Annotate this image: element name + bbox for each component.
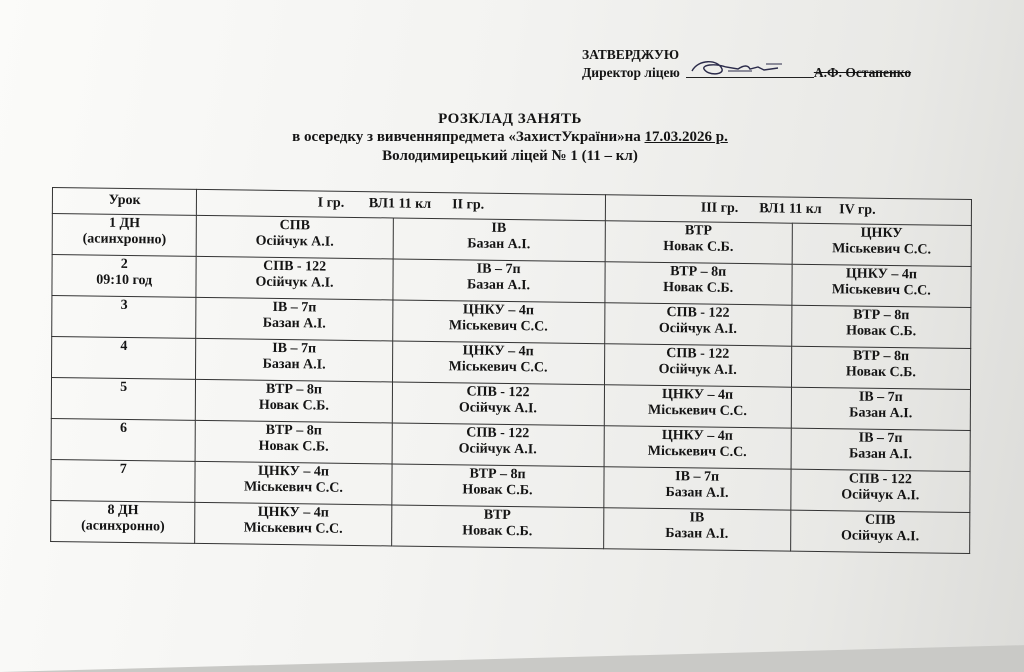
subject-label: СПВ - 122 (263, 258, 327, 275)
teacher-name: Осійчук А.І. (458, 441, 537, 458)
subject-label: ЦНКУ – 4п (845, 266, 917, 283)
header-groups-3-4: ІІІ гр. ВЛ1 11 кл IV гр. (605, 195, 972, 226)
group-1-cell (196, 256, 392, 300)
approval-label: ЗАТВЕРДЖУЮ (582, 47, 680, 62)
lesson-note: 09:10 год (96, 272, 153, 289)
group-2-cell (391, 505, 603, 549)
teacher-name: Базан А.І. (665, 485, 729, 501)
approval-position: Директор ліцею (582, 65, 680, 80)
teacher-name: Базан А.І. (262, 356, 326, 373)
teacher-name: Осійчук А.І. (255, 233, 334, 250)
schedule-table (50, 187, 972, 554)
group-3-cell (604, 344, 791, 387)
teacher-name: Базан А.І. (849, 405, 913, 422)
subject-label: ВТР – 8п (469, 466, 526, 483)
teacher-name: Осійчук А.І. (658, 361, 737, 378)
teacher-name: Осійчук А.І. (458, 400, 537, 417)
teacher-name: Осійчук А.І. (841, 487, 920, 504)
subject-label: СПВ (864, 512, 896, 529)
group-4-cell (791, 428, 971, 471)
page-title: РОЗКЛАД ЗАНЯТЬ (438, 111, 582, 127)
header-groups-1-2: І гр. ВЛ1 11 кл ІІ гр. (197, 189, 605, 220)
lesson-number: 4 (120, 338, 128, 354)
lesson-number: 1 ДН (108, 215, 141, 232)
subject-label: ЦНКУ – 4п (662, 386, 734, 403)
subject-label: ІВ – 7п (858, 430, 903, 447)
teacher-name: Новак С.Б. (462, 482, 533, 499)
group-3-cell (605, 221, 792, 264)
subject-label: ВТР – 8п (852, 348, 910, 365)
subject-label: ВТР (483, 507, 511, 524)
lesson-cell (51, 459, 196, 502)
lesson-cell (52, 214, 197, 257)
subject-label: СПВ - 122 (666, 305, 730, 321)
subject-label: ІВ – 7п (858, 389, 903, 406)
teacher-name: Міськевич С.С. (448, 318, 548, 335)
group-1-cell (195, 461, 391, 505)
group-2-cell (392, 341, 604, 385)
group-4-cell (791, 346, 971, 389)
teacher-name: Новак С.Б. (258, 438, 329, 455)
teacher-name: Базан А.І. (262, 315, 326, 332)
group-2-cell (392, 382, 604, 426)
teacher-name: Осійчук А.І. (658, 320, 737, 337)
subject-label: ЦНКУ – 4п (462, 302, 534, 319)
group-2-cell (392, 259, 604, 303)
group-4-cell (792, 223, 972, 266)
group-4-cell (790, 510, 970, 553)
teacher-name: Новак С.Б. (663, 280, 734, 296)
subject-label: СПВ (279, 217, 311, 234)
teacher-name: Міськевич С.С. (647, 443, 747, 461)
subject-label: ВТР – 8п (265, 381, 323, 398)
lesson-number: 8 ДН (107, 502, 139, 519)
subject-label: ВТР – 8п (670, 264, 727, 280)
subject-label: ЦНКУ – 4п (661, 427, 733, 444)
subject-label: ЦНКУ – 4п (257, 504, 329, 521)
approval-name: А.Ф. Остапенко (813, 65, 912, 80)
teacher-name: Базан А.І. (665, 526, 729, 542)
group-3-cell (603, 467, 790, 510)
lesson-number: 2 (120, 256, 128, 272)
group-3-cell (603, 508, 790, 551)
lesson-note: (асинхронно) (81, 518, 165, 535)
teacher-name: Міськевич С.С. (831, 282, 931, 299)
group-4-cell (791, 469, 971, 512)
teacher-name: Новак С.Б. (663, 239, 734, 255)
lesson-cell (52, 296, 197, 339)
teacher-name: Новак С.Б. (462, 523, 533, 540)
subject-label: ІВ – 7п (272, 299, 317, 316)
group-1-cell (197, 215, 393, 259)
subject-label: ВТР – 8п (853, 307, 910, 324)
schedule-date: 17.03.2026 р. (644, 129, 728, 145)
teacher-name: Базан А.І. (848, 446, 913, 463)
lesson-note: (асинхронно) (82, 231, 167, 248)
group-4-cell (791, 305, 971, 348)
teacher-name: Базан А.І. (467, 236, 531, 253)
subject-label: ІВ – 7п (272, 340, 317, 357)
signature-icon (686, 63, 814, 78)
lesson-number: 7 (119, 461, 127, 477)
group-2-cell (391, 464, 603, 508)
teacher-name: Новак С.Б. (846, 323, 917, 340)
subject-label: ВТР (684, 223, 712, 239)
group-1-cell (196, 379, 392, 423)
subject-label: ІВ – 7п (675, 469, 720, 485)
subject-label: ІВ – 7п (476, 261, 521, 278)
approval-signature-line (582, 63, 962, 81)
subject-label: ВТР – 8п (265, 422, 322, 439)
subject-label: СПВ - 122 (848, 471, 912, 488)
lesson-cell (51, 500, 196, 543)
subtitle (150, 128, 870, 147)
group-2-cell (392, 423, 604, 467)
teacher-name: Базан А.І. (467, 277, 531, 294)
group-2-cell (392, 300, 604, 344)
teacher-name: Осійчук А.І. (840, 528, 920, 545)
group-4-cell (791, 387, 971, 430)
lesson-cell (52, 336, 197, 379)
document-header (150, 110, 870, 166)
subject-label: ІВ (491, 220, 507, 236)
approval-block (582, 46, 962, 81)
subject-label: ЦНКУ – 4п (462, 343, 534, 360)
group-3-cell (604, 262, 791, 305)
lesson-cell (52, 255, 197, 298)
group-1-cell (196, 420, 392, 464)
lesson-cell (51, 418, 196, 461)
lesson-cell (51, 377, 196, 420)
subject-label: СПВ - 122 (466, 425, 530, 442)
teacher-name: Осійчук А.І. (255, 274, 334, 291)
subject-label: ІВ (689, 510, 705, 526)
teacher-name: Міськевич С.С. (243, 520, 343, 537)
subject-label: ЦНКУ – 4п (257, 463, 330, 480)
group-2-cell (393, 218, 605, 262)
lesson-number: 6 (119, 420, 127, 436)
lesson-number: 5 (120, 379, 128, 395)
group-1-cell (195, 502, 391, 546)
teacher-name: Міськевич С.С. (647, 402, 747, 420)
teacher-name: Новак С.Б. (258, 397, 329, 414)
teacher-name: Міськевич С.С. (832, 241, 932, 258)
school-name: Володимирецький ліцей № 1 (11 – кл) (382, 148, 638, 164)
group-3-cell (604, 426, 791, 469)
lesson-number: 3 (120, 297, 128, 313)
teacher-name: Міськевич С.С. (243, 479, 343, 496)
subtitle-text: в осередку з вивченняпредмета «ЗахистУкраїни»на (292, 129, 645, 145)
teacher-name: Міськевич С.С. (448, 359, 548, 376)
group-4-cell (792, 264, 972, 307)
group-1-cell (196, 297, 392, 341)
group-3-cell (604, 303, 791, 346)
group-3-cell (604, 385, 791, 428)
teacher-name: Новак С.Б. (845, 364, 916, 381)
subject-label: СПВ - 122 (466, 384, 530, 401)
subject-label: СПВ - 122 (666, 346, 730, 362)
group-1-cell (196, 338, 392, 382)
subject-label: ЦНКУ (860, 225, 903, 242)
header-lesson: Урок (52, 188, 197, 216)
